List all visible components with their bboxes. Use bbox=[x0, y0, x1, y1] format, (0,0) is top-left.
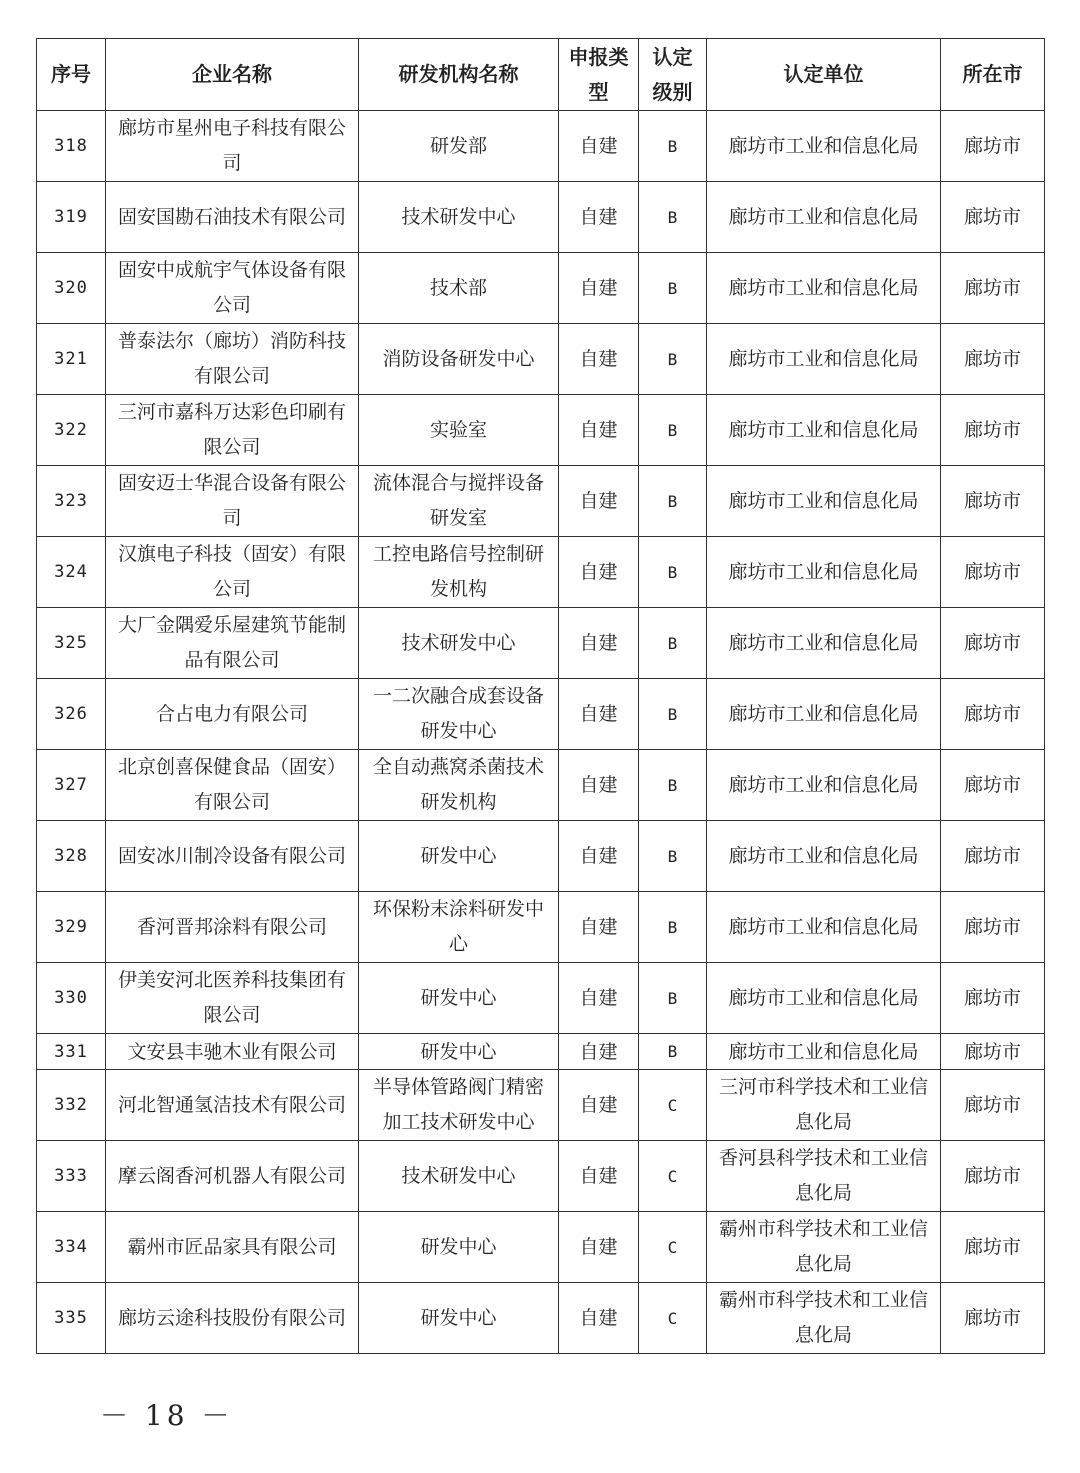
cell-seq: 322 bbox=[37, 395, 106, 466]
cell-city: 廊坊市 bbox=[941, 1212, 1045, 1283]
table-row bbox=[37, 1212, 1045, 1283]
cell-company: 伊美安河北医养科技集团有限公司 bbox=[106, 963, 359, 1034]
cell-level: B bbox=[639, 963, 707, 1034]
table-row bbox=[37, 750, 1045, 821]
cell-level: B bbox=[639, 537, 707, 608]
cell-unit: 香河县科学技术和工业信息化局 bbox=[707, 1141, 941, 1212]
cell-city: 廊坊市 bbox=[941, 324, 1045, 395]
cell-company: 三河市嘉科万达彩色印刷有限公司 bbox=[106, 395, 359, 466]
cell-institution: 研发部 bbox=[359, 111, 559, 182]
cell-level: B bbox=[639, 679, 707, 750]
header-institution: 研发机构名称 bbox=[359, 39, 559, 111]
cell-institution: 技术研发中心 bbox=[359, 1141, 559, 1212]
cell-institution: 一二次融合成套设备研发中心 bbox=[359, 679, 559, 750]
cell-institution: 全自动燕窝杀菌技术研发机构 bbox=[359, 750, 559, 821]
table-row bbox=[37, 324, 1045, 395]
cell-level: B bbox=[639, 466, 707, 537]
cell-seq: 320 bbox=[37, 253, 106, 324]
table-row bbox=[37, 466, 1045, 537]
institutions-table bbox=[36, 38, 1045, 1354]
table-row bbox=[37, 537, 1045, 608]
header-unit: 认定单位 bbox=[707, 39, 941, 111]
cell-unit: 廊坊市工业和信息化局 bbox=[707, 537, 941, 608]
cell-seq: 321 bbox=[37, 324, 106, 395]
cell-type: 自建 bbox=[559, 537, 639, 608]
cell-seq: 332 bbox=[37, 1070, 106, 1141]
cell-company: 固安迈士华混合设备有限公司 bbox=[106, 466, 359, 537]
cell-institution: 实验室 bbox=[359, 395, 559, 466]
cell-type: 自建 bbox=[559, 821, 639, 892]
table-header-row bbox=[37, 39, 1045, 111]
header-company: 企业名称 bbox=[106, 39, 359, 111]
cell-level: B bbox=[639, 182, 707, 253]
cell-unit: 廊坊市工业和信息化局 bbox=[707, 182, 941, 253]
cell-unit: 廊坊市工业和信息化局 bbox=[707, 821, 941, 892]
cell-seq: 330 bbox=[37, 963, 106, 1034]
cell-level: B bbox=[639, 821, 707, 892]
cell-company: 大厂金隅爱乐屋建筑节能制品有限公司 bbox=[106, 608, 359, 679]
cell-level: B bbox=[639, 324, 707, 395]
cell-unit: 廊坊市工业和信息化局 bbox=[707, 324, 941, 395]
cell-company: 摩云阁香河机器人有限公司 bbox=[106, 1141, 359, 1212]
cell-type: 自建 bbox=[559, 466, 639, 537]
cell-level: B bbox=[639, 395, 707, 466]
cell-city: 廊坊市 bbox=[941, 1070, 1045, 1141]
cell-unit: 廊坊市工业和信息化局 bbox=[707, 1034, 941, 1070]
cell-seq: 323 bbox=[37, 466, 106, 537]
cell-company: 固安国勘石油技术有限公司 bbox=[106, 182, 359, 253]
table-row bbox=[37, 821, 1045, 892]
cell-institution: 技术研发中心 bbox=[359, 182, 559, 253]
cell-level: B bbox=[639, 1034, 707, 1070]
header-seq: 序号 bbox=[37, 39, 106, 111]
cell-city: 廊坊市 bbox=[941, 1034, 1045, 1070]
cell-company: 文安县丰驰木业有限公司 bbox=[106, 1034, 359, 1070]
cell-type: 自建 bbox=[559, 1034, 639, 1070]
cell-city: 廊坊市 bbox=[941, 608, 1045, 679]
cell-type: 自建 bbox=[559, 679, 639, 750]
cell-seq: 327 bbox=[37, 750, 106, 821]
table-row bbox=[37, 679, 1045, 750]
cell-type: 自建 bbox=[559, 1212, 639, 1283]
page-number: － 18 － bbox=[100, 1399, 234, 1432]
cell-type: 自建 bbox=[559, 892, 639, 963]
header-city: 所在市 bbox=[941, 39, 1045, 111]
cell-type: 自建 bbox=[559, 1283, 639, 1354]
cell-type: 自建 bbox=[559, 750, 639, 821]
cell-institution: 工控电路信号控制研发机构 bbox=[359, 537, 559, 608]
cell-institution: 环保粉末涂料研发中心 bbox=[359, 892, 559, 963]
cell-seq: 335 bbox=[37, 1283, 106, 1354]
cell-institution: 研发中心 bbox=[359, 1034, 559, 1070]
cell-type: 自建 bbox=[559, 182, 639, 253]
cell-institution: 研发中心 bbox=[359, 1283, 559, 1354]
cell-level: C bbox=[639, 1283, 707, 1354]
cell-city: 廊坊市 bbox=[941, 182, 1045, 253]
cell-company: 固安中成航宇气体设备有限公司 bbox=[106, 253, 359, 324]
cell-city: 廊坊市 bbox=[941, 679, 1045, 750]
cell-level: C bbox=[639, 1212, 707, 1283]
cell-company: 普泰法尔（廊坊）消防科技有限公司 bbox=[106, 324, 359, 395]
cell-unit: 廊坊市工业和信息化局 bbox=[707, 892, 941, 963]
header-type: 申报类型 bbox=[559, 39, 639, 111]
cell-seq: 325 bbox=[37, 608, 106, 679]
cell-seq: 328 bbox=[37, 821, 106, 892]
cell-institution: 半导体管路阀门精密加工技术研发中心 bbox=[359, 1070, 559, 1141]
cell-company: 北京创喜保健食品（固安）有限公司 bbox=[106, 750, 359, 821]
cell-type: 自建 bbox=[559, 111, 639, 182]
table-row bbox=[37, 1283, 1045, 1354]
cell-level: B bbox=[639, 608, 707, 679]
cell-unit: 廊坊市工业和信息化局 bbox=[707, 466, 941, 537]
cell-city: 廊坊市 bbox=[941, 963, 1045, 1034]
cell-level: C bbox=[639, 1141, 707, 1212]
cell-seq: 333 bbox=[37, 1141, 106, 1212]
table-row bbox=[37, 395, 1045, 466]
cell-institution: 流体混合与搅拌设备研发室 bbox=[359, 466, 559, 537]
cell-city: 廊坊市 bbox=[941, 466, 1045, 537]
cell-city: 廊坊市 bbox=[941, 821, 1045, 892]
cell-type: 自建 bbox=[559, 608, 639, 679]
cell-unit: 廊坊市工业和信息化局 bbox=[707, 608, 941, 679]
cell-company: 廊坊云途科技股份有限公司 bbox=[106, 1283, 359, 1354]
cell-unit: 霸州市科学技术和工业信息化局 bbox=[707, 1283, 941, 1354]
cell-unit: 霸州市科学技术和工业信息化局 bbox=[707, 1212, 941, 1283]
cell-institution: 研发中心 bbox=[359, 963, 559, 1034]
cell-company: 汉旗电子科技（固安）有限公司 bbox=[106, 537, 359, 608]
cell-unit: 廊坊市工业和信息化局 bbox=[707, 395, 941, 466]
cell-type: 自建 bbox=[559, 963, 639, 1034]
cell-type: 自建 bbox=[559, 395, 639, 466]
cell-seq: 326 bbox=[37, 679, 106, 750]
cell-unit: 廊坊市工业和信息化局 bbox=[707, 679, 941, 750]
cell-city: 廊坊市 bbox=[941, 750, 1045, 821]
header-level: 认定级别 bbox=[639, 39, 707, 111]
cell-city: 廊坊市 bbox=[941, 1283, 1045, 1354]
cell-company: 香河晋邦涂料有限公司 bbox=[106, 892, 359, 963]
table-row bbox=[37, 111, 1045, 182]
cell-company: 廊坊市星州电子科技有限公司 bbox=[106, 111, 359, 182]
cell-unit: 廊坊市工业和信息化局 bbox=[707, 963, 941, 1034]
cell-city: 廊坊市 bbox=[941, 1141, 1045, 1212]
cell-seq: 319 bbox=[37, 182, 106, 253]
cell-institution: 消防设备研发中心 bbox=[359, 324, 559, 395]
cell-unit: 廊坊市工业和信息化局 bbox=[707, 750, 941, 821]
cell-level: B bbox=[639, 111, 707, 182]
cell-company: 合占电力有限公司 bbox=[106, 679, 359, 750]
cell-level: B bbox=[639, 253, 707, 324]
table-row bbox=[37, 1034, 1045, 1070]
cell-seq: 324 bbox=[37, 537, 106, 608]
cell-city: 廊坊市 bbox=[941, 395, 1045, 466]
cell-institution: 研发中心 bbox=[359, 1212, 559, 1283]
cell-unit: 廊坊市工业和信息化局 bbox=[707, 253, 941, 324]
cell-seq: 334 bbox=[37, 1212, 106, 1283]
cell-level: C bbox=[639, 1070, 707, 1141]
cell-type: 自建 bbox=[559, 1070, 639, 1141]
table-row bbox=[37, 253, 1045, 324]
table-row bbox=[37, 608, 1045, 679]
cell-city: 廊坊市 bbox=[941, 537, 1045, 608]
table-row bbox=[37, 182, 1045, 253]
cell-seq: 329 bbox=[37, 892, 106, 963]
cell-company: 霸州市匠品家具有限公司 bbox=[106, 1212, 359, 1283]
table-row bbox=[37, 963, 1045, 1034]
cell-seq: 331 bbox=[37, 1034, 106, 1070]
cell-institution: 技术研发中心 bbox=[359, 608, 559, 679]
cell-unit: 廊坊市工业和信息化局 bbox=[707, 111, 941, 182]
cell-city: 廊坊市 bbox=[941, 253, 1045, 324]
cell-level: B bbox=[639, 750, 707, 821]
cell-seq: 318 bbox=[37, 111, 106, 182]
cell-institution: 研发中心 bbox=[359, 821, 559, 892]
cell-company: 固安冰川制冷设备有限公司 bbox=[106, 821, 359, 892]
cell-level: B bbox=[639, 892, 707, 963]
cell-unit: 三河市科学技术和工业信息化局 bbox=[707, 1070, 941, 1141]
cell-city: 廊坊市 bbox=[941, 892, 1045, 963]
cell-type: 自建 bbox=[559, 1141, 639, 1212]
cell-type: 自建 bbox=[559, 253, 639, 324]
cell-city: 廊坊市 bbox=[941, 111, 1045, 182]
table-row bbox=[37, 892, 1045, 963]
table-row bbox=[37, 1141, 1045, 1212]
table-row bbox=[37, 1070, 1045, 1141]
table-body bbox=[37, 111, 1045, 1354]
cell-type: 自建 bbox=[559, 324, 639, 395]
cell-institution: 技术部 bbox=[359, 253, 559, 324]
cell-company: 河北智通氢洁技术有限公司 bbox=[106, 1070, 359, 1141]
